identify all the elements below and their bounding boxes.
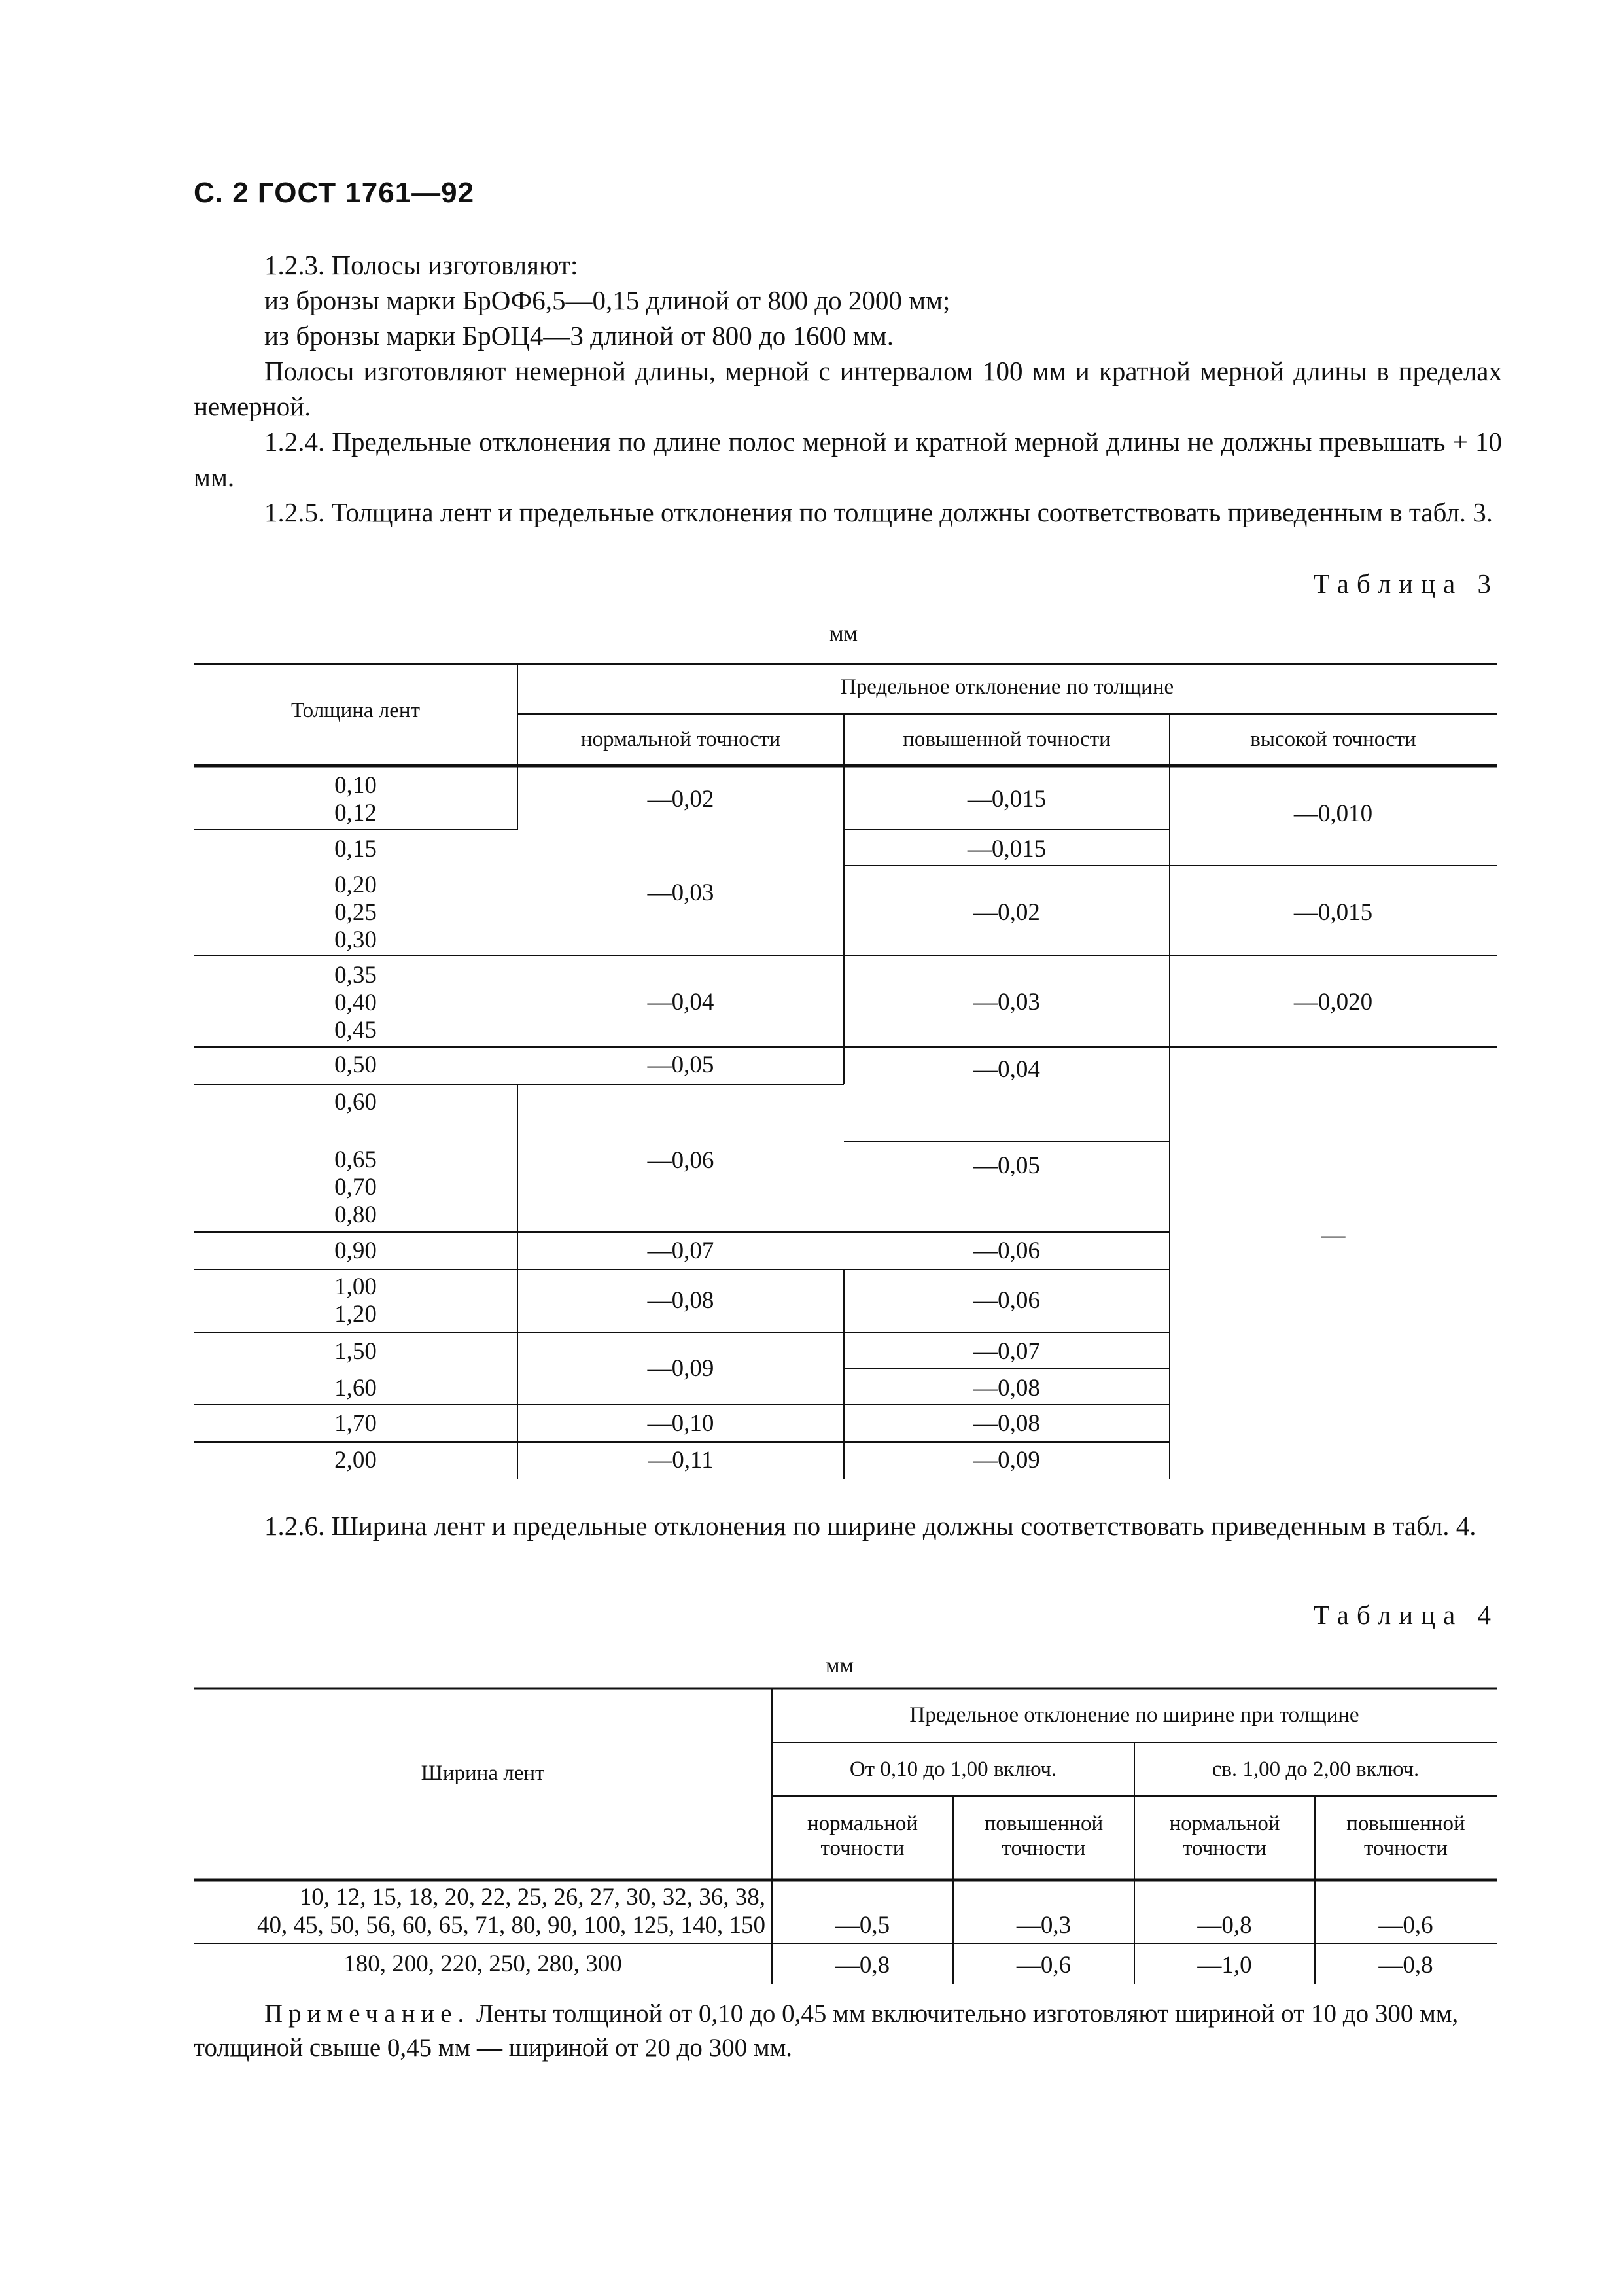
thickness-value: 0,10 — [334, 772, 377, 799]
table-3-head-high: высокой точности — [1250, 728, 1416, 751]
paragraph-1-2-6: 1.2.6. Ширина лент и предельные отклонения по ширине должны соответствовать приведенным в табл. 4. — [264, 1511, 1476, 1541]
paragraph-1-2-5: 1.2.5. Толщина лент и предельные отклонения по толщине должны соответствовать приведенным в табл. 3. — [264, 497, 1493, 527]
table-4-head-raised-1 — [953, 1811, 1134, 1861]
table-4-note — [194, 1997, 1502, 2065]
high-value: —0,015 — [1293, 899, 1373, 926]
thickness-value: 1,50 — [334, 1338, 377, 1365]
thickness-value: 0,60 — [334, 1089, 377, 1116]
raised-value: —0,015 — [967, 836, 1047, 862]
raised-value: —0,07 — [973, 1338, 1040, 1365]
thickness-value: 0,35 — [334, 962, 377, 989]
table-4-value: —0,6 — [1016, 1952, 1072, 1979]
paragraph-line: из бронзы марки БрОЦ4—3 длиной от 800 до 1600 мм. — [264, 321, 894, 351]
table-4-value: —1,0 — [1197, 1952, 1252, 1979]
table-3-head-raised: повышенной точности — [903, 728, 1111, 751]
thickness-value: 2,00 — [334, 1447, 377, 1474]
table-4-head-normal-1 — [772, 1811, 953, 1861]
raised-value: —0,015 — [967, 786, 1047, 813]
table-3-unit: мм — [829, 622, 858, 646]
normal-value: —0,08 — [647, 1287, 714, 1314]
paragraph-line: Полосы изготовляют немерной длины, мерной с интервалом 100 мм и кратной мерной длины в пределах немерной. — [194, 356, 1502, 421]
head-line: точности — [1364, 1837, 1448, 1860]
head-line: повышенной — [1346, 1812, 1465, 1835]
table-3-caption: Таблица 3 — [1313, 569, 1499, 599]
high-value: —0,020 — [1293, 989, 1373, 1016]
width-line: 10, 12, 15, 18, 20, 22, 25, 26, 27, 30, 32, 36, 38, — [299, 1884, 765, 1911]
table-4-head-group: Предельное отклонение по ширине при толщине — [909, 1703, 1359, 1727]
thickness-value: 0,65 — [334, 1146, 377, 1173]
high-value: — — [1321, 1222, 1346, 1248]
table-4-row-1-widths — [194, 1883, 765, 1939]
normal-value: —0,09 — [647, 1355, 714, 1382]
table-4-head-range2: св. 1,00 до 2,00 включ. — [1212, 1757, 1420, 1781]
table-4-value: —0,8 — [835, 1952, 890, 1979]
head-line: точности — [1002, 1837, 1086, 1860]
page-header: С. 2 ГОСТ 1761—92 — [194, 177, 475, 209]
normal-value: —0,07 — [647, 1237, 714, 1264]
table-4-value: —0,3 — [1016, 1912, 1072, 1939]
note-label: Примечание. — [264, 2000, 470, 2028]
head-line: нормальной — [1169, 1812, 1280, 1835]
normal-value: —0,10 — [647, 1410, 714, 1437]
thickness-value: 0,12 — [334, 800, 377, 826]
note-text: Ленты толщиной от 0,10 до 0,45 мм включительно изготовляют шириной от 10 до 300 мм, толщиной свыше 0,45 мм — шириной от 20 до 300 мм. — [194, 2000, 1459, 2062]
width-line: 40, 45, 50, 56, 60, 65, 71, 80, 90, 100, 125, 140, 150 — [257, 1912, 765, 1939]
table-3-head-thickness: Толщина лент — [290, 699, 421, 722]
thickness-value: 0,40 — [334, 989, 377, 1016]
table-4-head-range1: От 0,10 до 1,00 включ. — [849, 1757, 1057, 1781]
thickness-value: 0,70 — [334, 1174, 377, 1201]
thickness-value: 0,20 — [334, 872, 377, 898]
raised-value: —0,04 — [973, 1056, 1040, 1083]
table-4-value: —0,5 — [835, 1912, 890, 1939]
paragraph-1-2-4: 1.2.4. Предельные отклонения по длине полос мерной и кратной мерной длины не должны превышать + 10 мм. — [194, 427, 1502, 492]
raised-value: —0,08 — [973, 1375, 1040, 1402]
paragraph-line: 1.2.3. Полосы изготовляют: — [264, 250, 578, 280]
thickness-value: 0,90 — [334, 1237, 377, 1264]
table-4-caption: Таблица 4 — [1313, 1600, 1499, 1630]
head-line: нормальной — [807, 1812, 918, 1835]
head-line: точности — [1183, 1837, 1266, 1860]
table-4-head-raised-2 — [1315, 1811, 1497, 1861]
table-3-head-normal: нормальной точности — [580, 728, 781, 751]
normal-value: —0,05 — [647, 1051, 714, 1078]
thickness-value: 1,70 — [334, 1410, 377, 1437]
table-4-head-width: Ширина лент — [421, 1761, 545, 1785]
high-value: —0,010 — [1293, 800, 1373, 827]
table-4-head-normal-2 — [1134, 1811, 1315, 1861]
head-line: точности — [820, 1837, 905, 1860]
raised-value: —0,05 — [973, 1152, 1040, 1179]
raised-value: —0,06 — [973, 1287, 1040, 1314]
raised-value: —0,08 — [973, 1410, 1040, 1437]
table-4-value: —0,6 — [1378, 1912, 1433, 1939]
thickness-value: 1,60 — [334, 1375, 377, 1402]
normal-value: —0,06 — [647, 1147, 714, 1174]
raised-value: —0,02 — [973, 899, 1040, 926]
head-line: повышенной — [984, 1812, 1104, 1835]
thickness-value: 1,20 — [334, 1301, 377, 1328]
thickness-value: 0,30 — [334, 927, 377, 953]
paragraph-line: из бронзы марки БрОФ6,5—0,15 длиной от 800 до 2000 мм; — [264, 285, 951, 315]
table-4-unit: мм — [826, 1653, 854, 1678]
normal-value: —0,02 — [647, 786, 714, 813]
table-4-value: —0,8 — [1197, 1912, 1252, 1939]
normal-value: —0,03 — [647, 879, 714, 906]
thickness-value: 0,45 — [334, 1017, 377, 1044]
thickness-value: 1,00 — [334, 1273, 377, 1300]
table-3-head-group: Предельное отклонение по толщине — [840, 675, 1174, 699]
table-4-row-2-widths: 180, 200, 220, 250, 280, 300 — [343, 1951, 622, 1977]
thickness-value: 0,50 — [334, 1051, 377, 1078]
raised-value: —0,03 — [973, 989, 1040, 1016]
thickness-value: 0,25 — [334, 899, 377, 926]
normal-value: —0,04 — [647, 989, 714, 1016]
thickness-value: 0,80 — [334, 1201, 377, 1228]
normal-value: —0,11 — [648, 1447, 714, 1474]
raised-value: —0,06 — [973, 1237, 1040, 1264]
thickness-value: 0,15 — [334, 836, 377, 862]
raised-value: —0,09 — [973, 1447, 1040, 1474]
table-4-value: —0,8 — [1378, 1952, 1433, 1979]
